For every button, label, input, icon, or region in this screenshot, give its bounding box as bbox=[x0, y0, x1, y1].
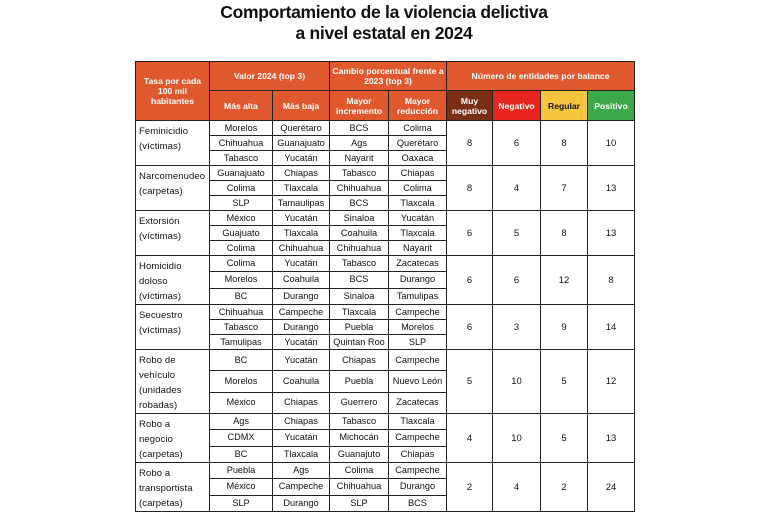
mas-baja-state: Chihuahua bbox=[273, 241, 330, 256]
mayor-incremento-state: Tabasco bbox=[330, 256, 389, 272]
mas-alta-state: BC bbox=[210, 288, 273, 304]
mayor-incremento-state: Ags bbox=[330, 136, 389, 151]
mayor-reduccion-state: Yucatán bbox=[389, 211, 447, 226]
regular-count: 12 bbox=[541, 256, 588, 305]
mas-alta-state: Ags bbox=[210, 414, 273, 430]
crime-category: Narcomenudeo (carpetas) bbox=[136, 166, 210, 211]
header-mas-baja: Más baja bbox=[273, 91, 330, 121]
mayor-incremento-state: Tabasco bbox=[330, 166, 389, 181]
mayor-reduccion-state: Campeche bbox=[389, 305, 447, 320]
positivo-count: 14 bbox=[588, 305, 635, 350]
muy-negativo-count: 2 bbox=[447, 463, 493, 512]
mas-baja-state: Durango bbox=[273, 320, 330, 335]
mayor-reduccion-state: Tlaxcala bbox=[389, 226, 447, 241]
crime-category: Robo a transportista (carpetas) bbox=[136, 463, 210, 512]
mas-alta-state: Tabasco bbox=[210, 320, 273, 335]
mas-alta-state: México bbox=[210, 211, 273, 226]
mayor-reduccion-state: BCS bbox=[389, 495, 447, 511]
header-mayor-reduccion: Mayor reducción bbox=[389, 91, 447, 121]
mayor-incremento-state: Sinaloa bbox=[330, 211, 389, 226]
mayor-incremento-state: SLP bbox=[330, 495, 389, 511]
regular-count: 7 bbox=[541, 166, 588, 211]
negativo-count: 5 bbox=[493, 211, 541, 256]
mas-baja-state: Tlaxcala bbox=[273, 226, 330, 241]
mas-baja-state: Yucatán bbox=[273, 211, 330, 226]
mas-alta-state: Guanajuato bbox=[210, 166, 273, 181]
mayor-reduccion-state: Chiapas bbox=[389, 166, 447, 181]
mayor-incremento-state: Sinaloa bbox=[330, 288, 389, 304]
positivo-count: 12 bbox=[588, 350, 635, 414]
header-cambio: Cambio porcentual frente a 2023 (top 3) bbox=[330, 62, 447, 91]
header-mayor-incremento: Mayor incremento bbox=[330, 91, 389, 121]
mas-baja-state: Tlaxcala bbox=[273, 181, 330, 196]
mayor-reduccion-state: Oaxaca bbox=[389, 151, 447, 166]
mas-baja-state: Campeche bbox=[273, 479, 330, 495]
header-positivo: Positivo bbox=[588, 91, 635, 121]
muy-negativo-count: 8 bbox=[447, 121, 493, 166]
page-title bbox=[0, 2, 768, 44]
positivo-count: 13 bbox=[588, 414, 635, 463]
mas-baja-state: Tamaulipas bbox=[273, 196, 330, 211]
mayor-reduccion-state: Tamulipas bbox=[389, 288, 447, 304]
mayor-incremento-state: Tlaxcala bbox=[330, 305, 389, 320]
negativo-count: 4 bbox=[493, 166, 541, 211]
mayor-incremento-state: Quintan Roo bbox=[330, 335, 389, 350]
table-row bbox=[136, 121, 635, 136]
mayor-incremento-state: Puebla bbox=[330, 320, 389, 335]
mas-baja-state: Chiapas bbox=[273, 166, 330, 181]
header-regular: Regular bbox=[541, 91, 588, 121]
header-valor: Valor 2024 (top 3) bbox=[210, 62, 330, 91]
header-muy-negativo: Muy negativo bbox=[447, 91, 493, 121]
table-row bbox=[136, 463, 635, 479]
positivo-count: 24 bbox=[588, 463, 635, 512]
table-row bbox=[136, 305, 635, 320]
mas-alta-state: CDMX bbox=[210, 430, 273, 446]
mas-baja-state: Querétaro bbox=[273, 121, 330, 136]
muy-negativo-count: 6 bbox=[447, 256, 493, 305]
mas-alta-state: Chihuahua bbox=[210, 305, 273, 320]
mas-alta-state: Morelos bbox=[210, 371, 273, 392]
mayor-incremento-state: Puebla bbox=[330, 371, 389, 392]
violence-table bbox=[135, 61, 635, 512]
mas-baja-state: Ags bbox=[273, 463, 330, 479]
mayor-reduccion-state: Campeche bbox=[389, 350, 447, 371]
mas-baja-state: Coahuila bbox=[273, 371, 330, 392]
mas-baja-state: Yucatán bbox=[273, 256, 330, 272]
mas-baja-state: Durango bbox=[273, 495, 330, 511]
regular-count: 8 bbox=[541, 121, 588, 166]
mayor-reduccion-state: Tlaxcala bbox=[389, 196, 447, 211]
positivo-count: 13 bbox=[588, 211, 635, 256]
mas-alta-state: SLP bbox=[210, 196, 273, 211]
mas-alta-state: Colima bbox=[210, 256, 273, 272]
mayor-incremento-state: BCS bbox=[330, 121, 389, 136]
mas-baja-state: Tlaxcala bbox=[273, 446, 330, 462]
table-row bbox=[136, 256, 635, 272]
mas-alta-state: BC bbox=[210, 446, 273, 462]
mayor-reduccion-state: Nayarit bbox=[389, 241, 447, 256]
negativo-count: 10 bbox=[493, 350, 541, 414]
mas-baja-state: Guanajuato bbox=[273, 136, 330, 151]
mayor-reduccion-state: Chiapas bbox=[389, 446, 447, 462]
mas-alta-state: Puebla bbox=[210, 463, 273, 479]
mayor-incremento-state: Colima bbox=[330, 463, 389, 479]
mas-alta-state: Chihuahua bbox=[210, 136, 273, 151]
mayor-reduccion-state: Zacatecas bbox=[389, 392, 447, 413]
mas-alta-state: Tabasco bbox=[210, 151, 273, 166]
muy-negativo-count: 6 bbox=[447, 305, 493, 350]
crime-category: Robo a negocio (carpetas) bbox=[136, 414, 210, 463]
crime-category: Feminicidio (víctimas) bbox=[136, 121, 210, 166]
mas-alta-state: Morelos bbox=[210, 272, 273, 288]
crime-category: Robo de vehículo (unidades robadas) bbox=[136, 350, 210, 414]
mas-alta-state: BC bbox=[210, 350, 273, 371]
mayor-incremento-state: Tabasco bbox=[330, 414, 389, 430]
negativo-count: 4 bbox=[493, 463, 541, 512]
header-numero: Número de entidades por balance bbox=[447, 62, 635, 91]
table-row bbox=[136, 211, 635, 226]
mayor-reduccion-state: Campeche bbox=[389, 463, 447, 479]
mayor-incremento-state: Coahuila bbox=[330, 226, 389, 241]
crime-category: Homicidio doloso (víctimas) bbox=[136, 256, 210, 305]
mas-alta-state: Morelos bbox=[210, 121, 273, 136]
negativo-count: 3 bbox=[493, 305, 541, 350]
mayor-reduccion-state: Querétaro bbox=[389, 136, 447, 151]
muy-negativo-count: 4 bbox=[447, 414, 493, 463]
negativo-count: 6 bbox=[493, 256, 541, 305]
mayor-reduccion-state: Durango bbox=[389, 272, 447, 288]
regular-count: 2 bbox=[541, 463, 588, 512]
mas-alta-state: Tamulipas bbox=[210, 335, 273, 350]
regular-count: 5 bbox=[541, 350, 588, 414]
crime-category: Secuestro (víctimas) bbox=[136, 305, 210, 350]
negativo-count: 6 bbox=[493, 121, 541, 166]
mas-baja-state: Chiapas bbox=[273, 414, 330, 430]
mayor-incremento-state: Guanajuto bbox=[330, 446, 389, 462]
mayor-reduccion-state: Nuevo León bbox=[389, 371, 447, 392]
mayor-incremento-state: Chihuahua bbox=[330, 241, 389, 256]
header-rate: Tasa por cada 100 mil habitantes bbox=[136, 62, 210, 121]
mas-alta-state: Guajuato bbox=[210, 226, 273, 241]
regular-count: 8 bbox=[541, 211, 588, 256]
mayor-incremento-state: Chihuahua bbox=[330, 479, 389, 495]
muy-negativo-count: 5 bbox=[447, 350, 493, 414]
mayor-reduccion-state: Campeche bbox=[389, 430, 447, 446]
mas-alta-state: México bbox=[210, 392, 273, 413]
positivo-count: 13 bbox=[588, 166, 635, 211]
crime-category: Extorsión (víctimas) bbox=[136, 211, 210, 256]
title-line-1: Comportamiento de la violencia delictiva bbox=[220, 2, 548, 22]
mas-baja-state: Yucatán bbox=[273, 335, 330, 350]
mayor-reduccion-state: Colima bbox=[389, 181, 447, 196]
mayor-incremento-state: BCS bbox=[330, 196, 389, 211]
regular-count: 9 bbox=[541, 305, 588, 350]
mas-baja-state: Yucatán bbox=[273, 350, 330, 371]
mas-baja-state: Coahuila bbox=[273, 272, 330, 288]
mayor-reduccion-state: Morelos bbox=[389, 320, 447, 335]
muy-negativo-count: 8 bbox=[447, 166, 493, 211]
table-row bbox=[136, 414, 635, 430]
table-row bbox=[136, 166, 635, 181]
mas-alta-state: México bbox=[210, 479, 273, 495]
mas-alta-state: SLP bbox=[210, 495, 273, 511]
mayor-reduccion-state: Colima bbox=[389, 121, 447, 136]
mayor-incremento-state: Nayarit bbox=[330, 151, 389, 166]
regular-count: 5 bbox=[541, 414, 588, 463]
table-row bbox=[136, 350, 635, 371]
muy-negativo-count: 6 bbox=[447, 211, 493, 256]
mas-baja-state: Chiapas bbox=[273, 392, 330, 413]
title-line-2: a nivel estatal en 2024 bbox=[295, 23, 473, 43]
mayor-incremento-state: Michocán bbox=[330, 430, 389, 446]
mayor-incremento-state: BCS bbox=[330, 272, 389, 288]
mas-baja-state: Durango bbox=[273, 288, 330, 304]
positivo-count: 10 bbox=[588, 121, 635, 166]
mayor-incremento-state: Guerrero bbox=[330, 392, 389, 413]
positivo-count: 8 bbox=[588, 256, 635, 305]
mas-alta-state: Colima bbox=[210, 181, 273, 196]
mayor-reduccion-state: Zacatecas bbox=[389, 256, 447, 272]
table-body bbox=[136, 121, 635, 512]
mayor-incremento-state: Chihuahua bbox=[330, 181, 389, 196]
mas-baja-state: Yucatán bbox=[273, 151, 330, 166]
mas-baja-state: Yucatán bbox=[273, 430, 330, 446]
negativo-count: 10 bbox=[493, 414, 541, 463]
mas-alta-state: Colima bbox=[210, 241, 273, 256]
mayor-reduccion-state: SLP bbox=[389, 335, 447, 350]
mayor-reduccion-state: Tlaxcala bbox=[389, 414, 447, 430]
header-negativo: Negativo bbox=[493, 91, 541, 121]
mas-baja-state: Campeche bbox=[273, 305, 330, 320]
header-mas-alta: Más alta bbox=[210, 91, 273, 121]
mayor-incremento-state: Chiapas bbox=[330, 350, 389, 371]
mayor-reduccion-state: Durango bbox=[389, 479, 447, 495]
